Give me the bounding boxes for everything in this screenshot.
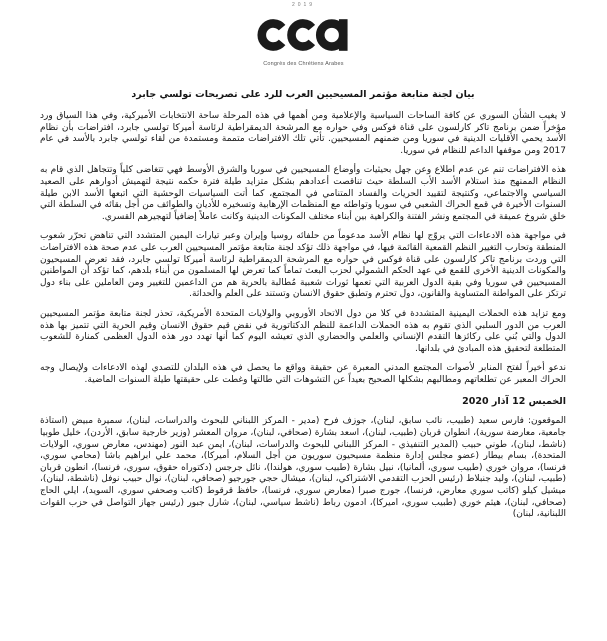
- logo-letter-c-second: [291, 24, 311, 47]
- cca-logo: [257, 11, 349, 59]
- statement-title: بيان لجنة متابعة مؤتمر المسيحيين العرب للرد على تصريحات تولسي جابرد: [131, 89, 475, 100]
- statement-date: الخميس 12 آذار 2020: [462, 396, 566, 408]
- paragraph-rebuttal: هذه الافتراضات تنم عن عدم اطلاع وعن جهل بحيثيات وأوضاع المسيحيين في سوريا والشرق الأوسط فهي تتغاضى كلياً وتتجاهل الذي قام به النظام الممنهج منذ استلام الأسد الأب السلطة حيث تناقصت أعدادهم بشكل متزايد طيلة فترة حكمه نتيجة لتهميش أدوارهم على الصعيد السياسي والاجتماعي، وكنتيجة لتقييد الحريات والفساد المتنامي في المجتمع، كما أتت السياسيات الوحشية التي اتبعها الأسد الابن طيلة السنوات الأخيرة في قمع الحراك الشعبي في سوريا وتواطئه مع المنظمات الإرهابية وتسخيره للأديان والطوائف من أجل بقائه في السلطة التي خلق شروخ عميقة في المجتمع ونشر الفتنة والكراهية بين أبناء مختلف المكونات الدينية وكانت عاملاً إضافياً لتهجيرهم القسري.: [40, 165, 566, 222]
- signatories-list: الموقعون: فارس سعيد (طبيب، نائب سابق، لبنان)، جوزف فرح (مدير - المركز اللبناني للبحوث والدراسات، لبنان)، سميرة مبيض (استاذة جامعية، معارضة سورية)، انطوان قربان (طبيب، لبنان)، اسعد بشارة (صحافي، لبنان)، مروان المعشر (وزير خارجية سابق، الأردن)، خليل طوبيا (ناشط، لبنان)، طوني حبيب (المدير التنفيذي - المركز اللبناني للبحوث والدراسات، لبنان)، ايمن عبد النور (مهندس، معارض سوري، الولايات المتحدة)، بسام بيطار (عضو مجلس إدارة منظمة مسيحيون سوريون من أجل السلام، أميركا)، محمد علي ابراهيم باشا (محامي سوري، فرنسا)، مروان خوري (طبيب سوري، ألمانيا)، نبيل بشارة (طبيب سوري، هولندا)، نائل جرجس (دكتوراه حقوق، سوري، فرنسا)، انطون قربان (طبيب، لبنان)، وليد جنبلاط (رئيس الحزب التقدمي الاشتراكي، لبنان)، ميشال حجي جورجيو (صحافي، لبنان)، نوال حبيب نوفل (ناشطة، لبنان)، ميشيل كيلو (كاتب سوري معارض، فرنسا)، جورج صبرا (معارض سوري، فرنسا)، حافظ قرقوط (كاتب وصحفي سوري، السويد)، ايلي الحاج (صحافي، لبنان)، هيثم خوري (طبيب سوري، اميركا)، ادمون رباط (ناشط سياسي، لبنان)، شارل جبور (رئيس جهاز التواصل في حزب القوات اللبنانية، لبنان): [40, 416, 566, 520]
- letterhead: [0, 0, 607, 80]
- logo-org-name: Congrès des Chrétiens Arabes: [263, 61, 344, 67]
- paragraph-warning: ومع تزايد هذه الحملات اليمينية المتشددة في كلا من دول الاتحاد الأوروبي والولايات المتحدة الأمريكية، تحذر لجنة متابعة مؤتمر المسيحيين العرب من الدور السلبي الذي تقوم به هذه الحملات الداعمة للنظم الدكتاتورية في نقض قيم حقوق الانسان وقيم الحرية التي تتميز بها هذه الدول والتي بُني على ركائزها التقدم الإنساني والعلمي والحضاري الذي تعيشه اليوم كما أنها تهدد دور هذه الدول العظمى كمنارة للشعوب المتطلعة لتحقيق هذه المبادئ في بلدانها.: [40, 308, 566, 354]
- logo-year: 2019: [291, 2, 316, 8]
- paragraph-intro: لا يغيب الشأن السوري عن كافة الساحات السياسية والإعلامية ومن أهمها في هذه المرحلة ساحة الانتخابات الأميركية، وفي هذا السياق ورد مؤخراً ضمن برنامج تاكر كارلسون على قناة فوكس وفي حواره مع المرشحة الديمقراطية لرئاسة أميركا تولسي جابرد، افتراضات بأن نظام الأسد يحمي الأقليات الدينية في سوريا ومن ضمنهم المسيحيين. تأتي تلك الافتراضات متممة ومستمدة من لقاء تولسي جابرد بالأسد في عام 2017 ومن موقفها الداعم للنظام في سوريا.: [40, 111, 566, 156]
- paragraph-committee-position: في مواجهة هذه الادعاءات التي يروّج لها نظام الأسد مدعوماً من حلفائه روسيا وإيران وعبر تيارات اليمين المتشدد التي تناهض تحرّر شعوب المنطقة وتحارب التغيير النظم القمعية القائمة فيها، في مواجهة ذلك تؤكد لجنة متابعة مؤتمر المسيحيين العرب على عدم صحة هذه الافتراضات التي وردت برنامج تاكر كارلسون على قناة فوكس في حواره مع المرشحة الديمقراطية لرئاسة أميركا تولسي جابرد، فقد تعرض المسيحيون والمكونات الدينية الأخرى للقمع في عهد الحكم الشمولي لحزب البعث تماماً كما تعرض لها المسلمون من أبناء بلدهم، كما تؤكد أن المواطنين المسيحيين في سوريا وفي بقية الدول العربية التي تعمها ثورات شعبية مُطالبة بالحرية هم من الداعمين للتغيير ومن العاملين على بناء دول ترتكز على المواطنة المتساوية والقانون، دول تحترم وتطبق حقوق الانسان وتستند على العلم والحداثة.: [40, 231, 566, 300]
- statement-body: [40, 88, 566, 521]
- logo-letter-a-stem: [339, 19, 348, 51]
- logo-letter-c-first: [262, 24, 282, 47]
- paragraph-call: ندعو أخيراً لفتح المنابر لأصوات المجتمع المدني المعبرة عن حقيقة وواقع ما يحصل في هذه البلدان للتصدي لهذه الادعاءات ولإيصال وجه الحراك المعبر عن تطلعاتهم ومطالبهم بشكلها الصحيح بعيداً عن التشوهات التي طالتها وغطت على حقيقتها طيلة السنوات الماضية.: [40, 363, 566, 385]
